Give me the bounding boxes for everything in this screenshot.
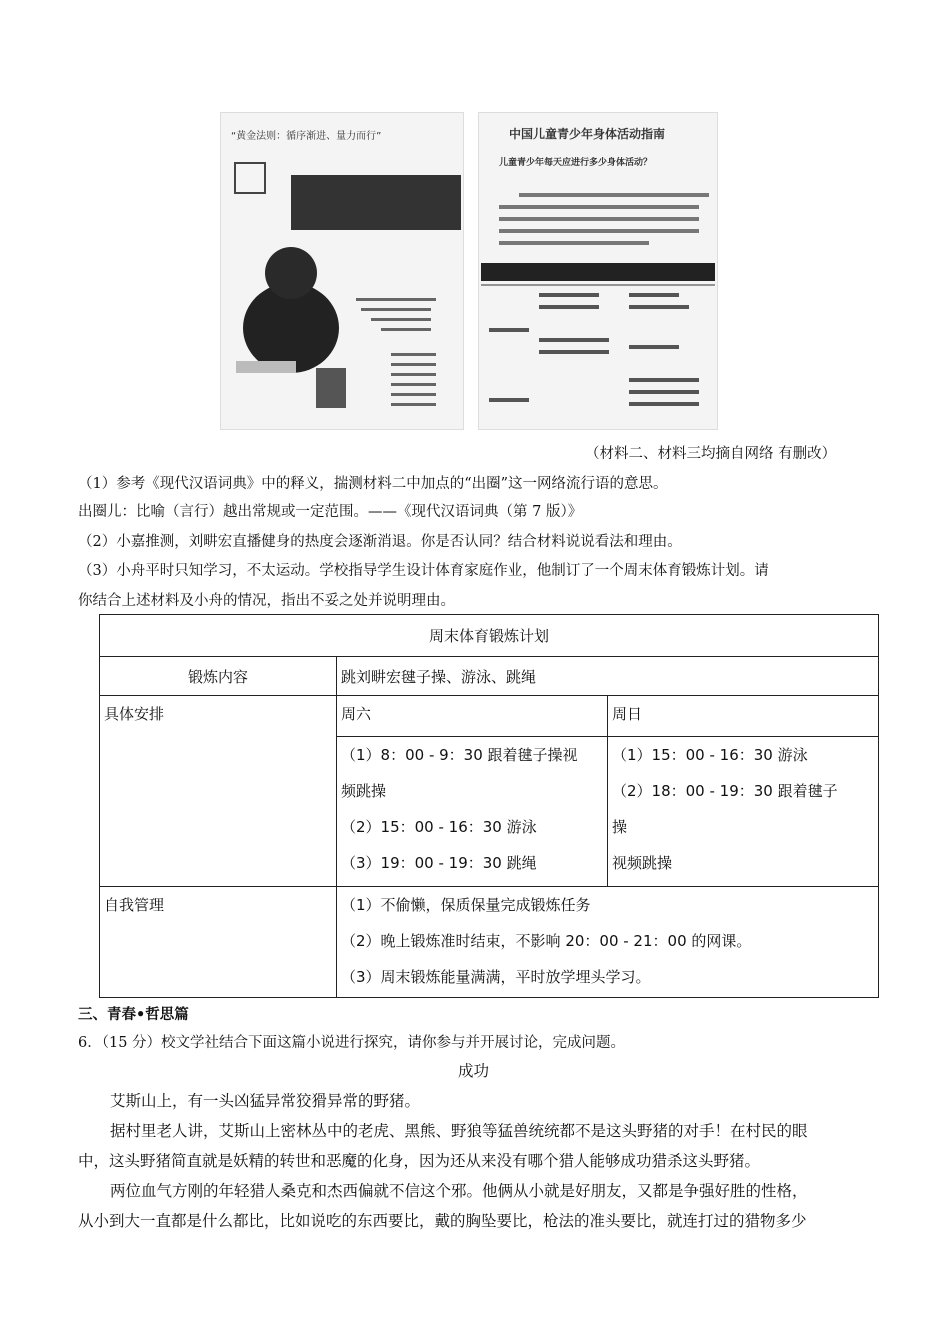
content-value: 跳刘畊宏毽子操、游泳、跳绳 [337, 657, 879, 696]
guide-question: 儿童青少年每天应进行多少身体活动？ [499, 158, 653, 168]
illustration-left [220, 112, 464, 430]
list-item: 频跳操 [341, 782, 387, 800]
cartoon-figure-icon [221, 113, 463, 429]
saturday-header: 周六 [337, 696, 608, 737]
schedule-label: 具体安排 [100, 696, 337, 887]
source-note: （材料二、材料三均摘自网络 有删改） [585, 446, 837, 462]
guide-title: 中国儿童青少年身体活动指南 [509, 127, 666, 141]
question-3-line1: （3）小舟平时只知学习，不太运动。学校指导学生设计体育家庭作业，他制订了一个周末体育锻炼计划。请 [78, 563, 769, 579]
guide-table-icon [479, 113, 717, 429]
story-paragraph-2a: 据村里老人讲，艾斯山上密林丛中的老虎、黑熊、野狼等猛兽统统都不是这头野猪的对手！在村民的眼 [110, 1122, 808, 1140]
self-management-label: 自我管理 [100, 887, 337, 998]
list-item: （1）15：00 - 16：30 游泳 [612, 746, 808, 764]
plan-title: 周末体育锻炼计划 [100, 615, 879, 657]
saturday-items [337, 737, 608, 887]
exercise-plan-table [99, 614, 879, 998]
question-2: （2）小嘉推测，刘畊宏直播健身的热度会逐渐消退。你是否认同？结合材料说说看法和理由。 [78, 534, 682, 550]
question-6: 6．（15 分）校文学社结合下面这篇小说进行探究，请你参与并开展讨论，完成问题。 [78, 1035, 626, 1051]
illustration-right [478, 112, 718, 430]
list-item: （3）周末锻炼能量满满，平时放学埋头学习。 [341, 968, 651, 986]
story-paragraph-3a: 两位血气方刚的年轻猎人桑克和杰西偏就不信这个邪。他俩从小就是好朋友，又都是争强好胜的性格， [110, 1182, 808, 1200]
question-1: （1）参考《现代汉语词典》中的释义，揣测材料二中加点的“出圈”这一网络流行语的意思。 [78, 476, 668, 492]
story-paragraph-3b: 从小到大一直都是什么都比，比如说吃的东西要比，戴的胸坠要比，枪法的准头要比，就连打过的猎物多少 [78, 1212, 807, 1230]
illustration-left-caption: “黄金法则：循序渐进、量力而行” [231, 131, 382, 142]
sunday-header: 周日 [608, 696, 879, 737]
section-heading: 三、青春•哲思篇 [78, 1006, 189, 1023]
story-title: 成功 [458, 1062, 490, 1080]
list-item: （2）18：00 - 19：30 跟着毽子 [612, 782, 838, 800]
story-paragraph-2b: 中，这头野猪简直就是妖精的转世和恶魔的化身，因为还从来没有哪个猎人能够成功猎杀这头野猪。 [78, 1152, 761, 1170]
list-item: （2）15：00 - 16：30 游泳 [341, 818, 537, 836]
question-3-line2: 你结合上述材料及小舟的情况，指出不妥之处并说明理由。 [78, 593, 455, 609]
sunday-items [608, 737, 879, 887]
list-item: （1）不偷懒，保质保量完成锻炼任务 [341, 896, 591, 914]
list-item: （1）8：00 - 9：30 跟着毽子操视 [341, 746, 578, 764]
content-label: 锻炼内容 [100, 657, 337, 696]
self-management-items [337, 887, 879, 998]
list-item: 视频跳操 [612, 854, 673, 872]
definition: 出圈儿：比喻（言行）越出常规或一定范围。——《现代汉语词典（第 7 版）》 [78, 504, 583, 520]
story-paragraph-1: 艾斯山上，有一头凶猛异常狡猾异常的野猪。 [110, 1092, 421, 1110]
list-item: （2）晚上锻炼准时结束，不影响 20：00 - 21：00 的网课。 [341, 932, 752, 950]
list-item: （3）19：00 - 19：30 跳绳 [341, 854, 537, 872]
list-item: 操 [612, 818, 628, 836]
